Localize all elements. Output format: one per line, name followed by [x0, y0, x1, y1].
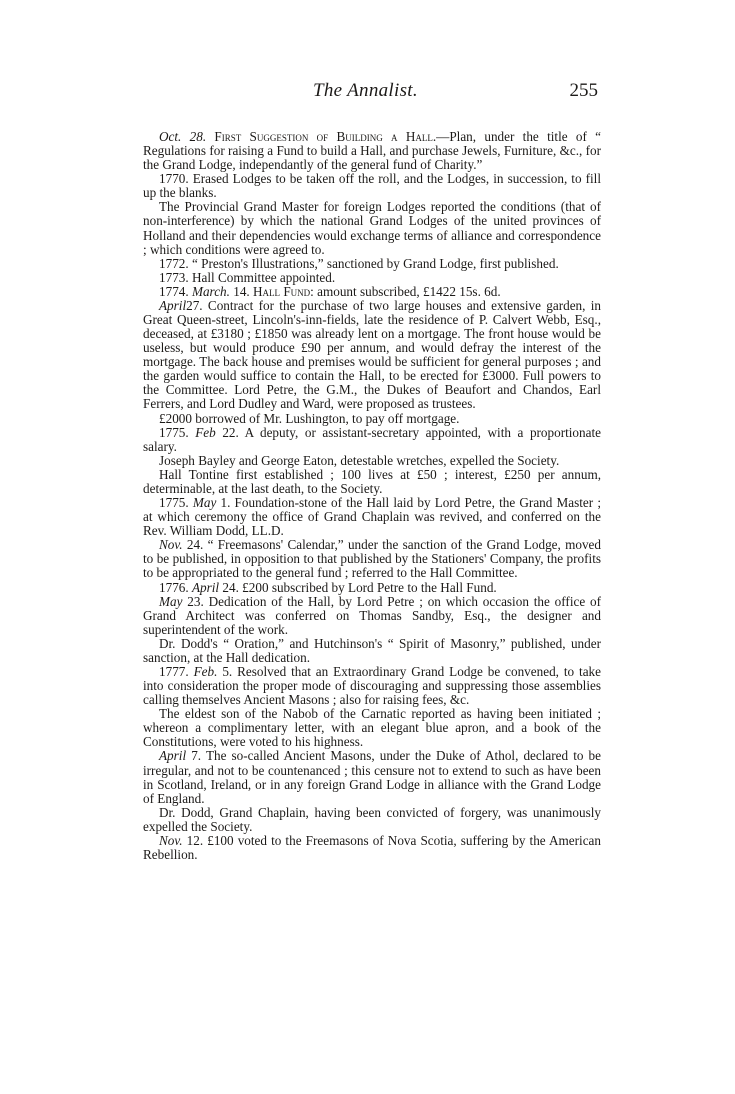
paragraph: April 7. The so-called Ancient Masons, under the Duke of Athol, declared to be irregular, and not to be countenanced ; this censure not to extend to such as have been in Scotland, Ireland, or in any foreign Grand Lodge in alliance with the Grand Lodge of England. — [143, 748, 601, 806]
entry-year: 1775. — [159, 495, 189, 511]
entry-year: 1777. — [159, 663, 189, 679]
entry-date: April — [159, 297, 187, 313]
paragraph: 1770. Erased Lodges to be taken off the roll, and the Lodges, in succession, to fill up the blanks. — [143, 171, 601, 201]
paragraph: 1774. March. 14. Hall Fund: amount subscribed, £1422 15s. 6d. — [159, 283, 501, 299]
paragraph: The eldest son of the Nabob of the Carnatic reported as having been initiated ; whereon a complimentary letter, with an elegant blue apron, and a book of the Constitutions, were voted to his highness. — [143, 706, 601, 750]
running-title: The Annalist. — [313, 80, 418, 101]
paragraph: 1775. May 1. Foundation-stone of the Hall laid by Lord Petre, the Grand Master ; at which ceremony the office of Grand Chaplain was revived, and conferred on the Rev. William Dodd, LL.D. — [143, 495, 602, 539]
entry-date: May — [159, 593, 183, 609]
paragraph: Nov. 12. £100 voted to the Freemasons of Nova Scotia, suffering by the American Rebellion. — [143, 832, 601, 862]
entry-date: Nov. — [159, 832, 183, 848]
entry-date: March. — [191, 283, 230, 299]
entry-year: 1774. — [159, 283, 189, 299]
paragraph: Nov. 24. “ Freemasons' Calendar,” under the sanction of the Grand Lodge, moved to be published, in opposition to that published by the Stationers' Company, the profits to be appropriated to the general fund ; referred to the Hall Committee. — [143, 537, 601, 581]
paragraph: Oct. 28. First Suggestion of Building a Hall.—Plan, under the title of “ Regulations for raising a Fund to build a Hall, and purchase Jewels, Furniture, &c., for the Grand Lodge, independantly of the general fund of Charity.” — [143, 129, 601, 173]
entry-date: May — [192, 495, 217, 511]
paragraph: Dr. Dodd's “ Oration,” and Hutchinson's “ Spirit of Masonry,” published, under sanction, at the Hall dedication. — [143, 635, 601, 665]
entry-date: April — [159, 748, 187, 764]
entry-heading: Hall Fund — [253, 283, 311, 299]
entry-heading: First Suggestion of Building a Hall. — [214, 129, 437, 144]
page-number: 255 — [569, 80, 598, 101]
paragraph: 1776. April 24. £200 subscribed by Lord Petre to the Hall Fund. — [159, 579, 497, 595]
entry-date: Feb. — [193, 663, 218, 679]
entry-date: Nov. — [159, 537, 183, 553]
entry-date: Feb — [195, 424, 216, 440]
paragraph: Hall Tontine first established ; 100 lives at £50 ; interest, £250 per annum, determinable, at the last death, to the Society. — [143, 466, 601, 496]
paragraph: 1777. Feb. 5. Resolved that an Extraordinary Grand Lodge be convened, to take into consideration the proper mode of discouraging and suppressing those assemblies calling themselves Ancient Masons ; also for raising fees, &c. — [143, 663, 602, 708]
entry-year: 1775. — [159, 424, 189, 440]
entry-date: April — [191, 579, 220, 595]
paragraph: £2000 borrowed of Mr. Lushington, to pay off mortgage. — [159, 410, 460, 426]
paragraph: April27. Contract for the purchase of two large houses and extensive garden, in Great Queen-street, Lincoln's-inn-fields, late the residence of P. Calvert Webb, Esq., deceased, at £3180 ; £1850 was already lent on a mortgage. The front house would be useless, but would produce £90 per annum, and would defray the interest of the mortgage. The back house and premises would be sufficient for general purposes ; and the garden would suffice to contain the Hall, to be erected for £3000. Full powers to the Committee. Lord Petre, the G.M., the Dukes of Beaufort and Chandos, Earl Ferrers, and Lord Dudley and Ward, were proposed as trustees. — [143, 297, 601, 412]
paragraph: The Provincial Grand Master for foreign Lodges reported the conditions (that of non-interference) by which the national Grand Lodges of the united provinces of Holland and their dependencies would exchange terms of alliance and correspondence ; which conditions were agreed to. — [143, 199, 601, 257]
paragraph: May 23. Dedication of the Hall, by Lord Petre ; on which occasion the office of Grand Architect was conferred on Thomas Sandby, Esq., the designer and superintendent of the work. — [143, 593, 601, 637]
paragraph: Joseph Bayley and George Eaton, detestable wretches, expelled the Society. — [159, 452, 560, 468]
paragraph: 1775. Feb 22. A deputy, or assistant-secretary appointed, with a proportionate salary. — [143, 424, 601, 454]
page-header — [143, 80, 598, 110]
body-text — [143, 130, 601, 862]
entry-date: Oct. 28. — [159, 129, 207, 144]
paragraph: 1772. “ Preston's Illustrations,” sanctioned by Grand Lodge, first published. — [159, 255, 559, 271]
paragraph: 1773. Hall Committee appointed. — [159, 269, 336, 285]
entry-year: 1776. — [159, 579, 189, 595]
paragraph: Dr. Dodd, Grand Chaplain, having been convicted of forgery, was unanimously expelled the Society. — [143, 804, 601, 834]
